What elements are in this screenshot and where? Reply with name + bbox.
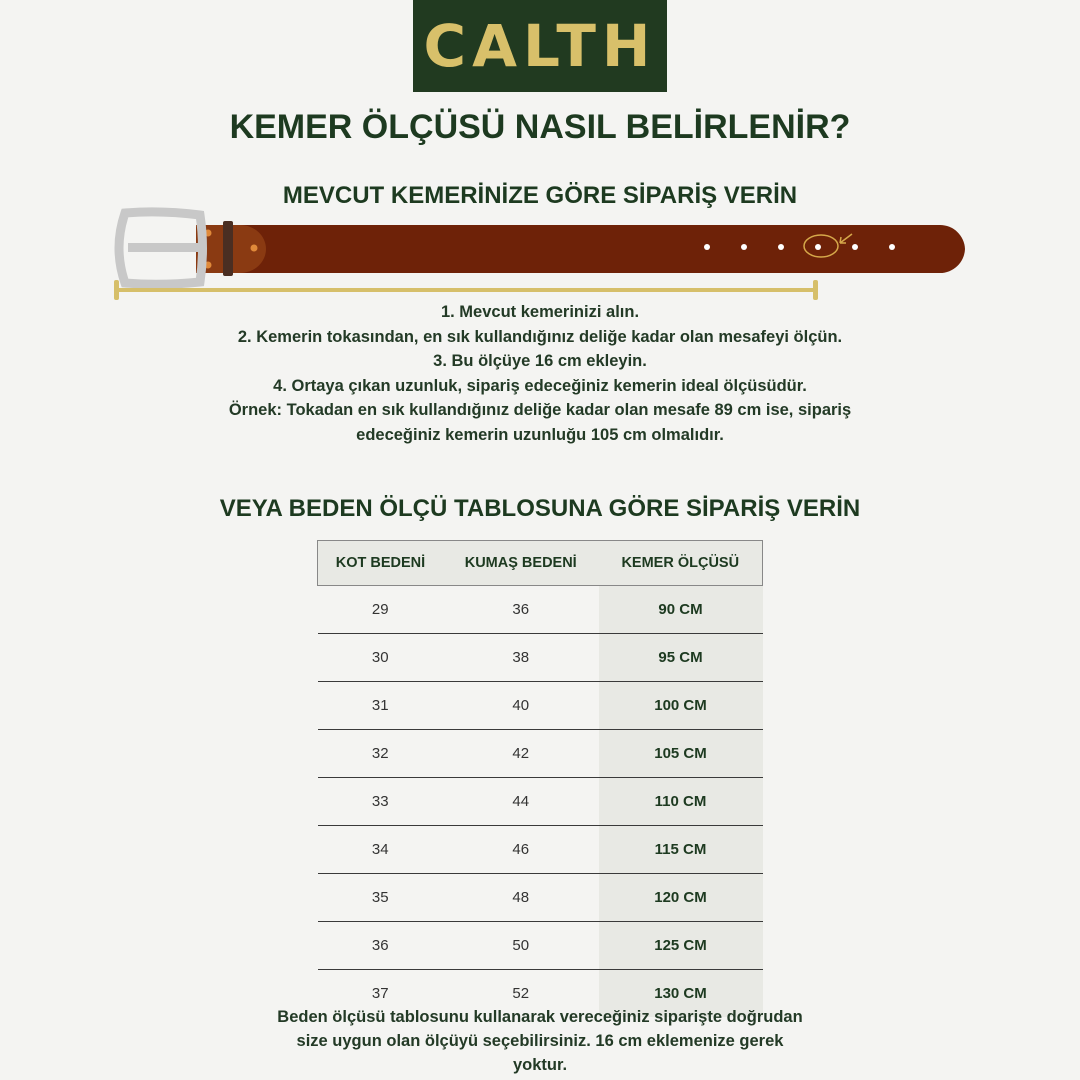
belt-size: 90 CM	[599, 586, 763, 634]
section-heading-existing-belt: MEVCUT KEMERİNİZE GÖRE SİPARİŞ VERİN	[282, 182, 798, 209]
step-3: 3. Bu ölçüye 16 cm ekleyin.	[433, 352, 647, 370]
jeans-size: 33	[318, 778, 443, 826]
belt-size: 125 CM	[599, 922, 763, 970]
column-header-belt-size: KEMER ÖLÇÜSÜ	[599, 541, 763, 586]
trouser-size: 46	[443, 826, 599, 874]
table-row	[318, 874, 763, 922]
trouser-size: 48	[443, 874, 599, 922]
table-row	[318, 826, 763, 874]
jeans-size: 32	[318, 730, 443, 778]
column-header-jeans-size: KOT BEDENİ	[318, 541, 443, 586]
note-line-3: yoktur.	[512, 1056, 568, 1074]
trouser-size: 40	[443, 682, 599, 730]
belt-size: 110 CM	[599, 778, 763, 826]
belt-size: 115 CM	[599, 826, 763, 874]
belt-size: 95 CM	[599, 634, 763, 682]
table-row	[318, 922, 763, 970]
jeans-size: 30	[318, 634, 443, 682]
column-header-trouser-size: KUMAŞ BEDENİ	[443, 541, 599, 586]
measurement-steps	[0, 300, 1080, 447]
section-heading-size-chart: VEYA BEDEN ÖLÇÜ TABLOSUNA GÖRE SİPARİŞ VERİN	[219, 495, 861, 522]
table-row	[318, 730, 763, 778]
table-row	[318, 778, 763, 826]
trouser-size: 44	[443, 778, 599, 826]
page-title: KEMER ÖLÇÜSÜ NASIL BELİRLENİR?	[229, 108, 851, 146]
belt-strap-icon	[196, 221, 965, 276]
jeans-size: 37	[371, 985, 389, 1002]
buckle-icon	[119, 212, 203, 284]
jeans-size: 35	[318, 874, 443, 922]
step-4: 4. Ortaya çıkan uzunluk, sipariş edeceğiniz kemerin ideal ölçüsüdür.	[273, 376, 807, 395]
table-row	[318, 634, 763, 682]
belt-illustration	[110, 205, 970, 300]
table-header-row	[318, 541, 763, 586]
table-row	[318, 682, 763, 730]
trouser-size: 36	[443, 586, 599, 634]
jeans-size: 34	[318, 826, 443, 874]
jeans-size: 29	[318, 586, 443, 634]
size-chart-note	[0, 1005, 1080, 1077]
note-line-1: Beden ölçüsü tablosunu kullanarak vereceğiniz siparişte doğrudan	[277, 1008, 803, 1026]
belt-size: 100 CM	[599, 682, 763, 730]
step-1: 1. Mevcut kemerinizi alın.	[440, 303, 640, 321]
size-chart-table	[317, 540, 763, 1017]
logo-text: CALTH	[423, 12, 657, 80]
jeans-size: 31	[318, 682, 443, 730]
trouser-size: 50	[443, 922, 599, 970]
jeans-size: 36	[318, 922, 443, 970]
trouser-size: 38	[443, 634, 599, 682]
example-line-2: edeceğiniz kemerin uzunluğu 105 cm olmalıdır.	[356, 425, 724, 444]
trouser-size: 42	[443, 730, 599, 778]
trouser-size: 52	[512, 985, 530, 1002]
table-row	[318, 586, 763, 634]
belt-size: 120 CM	[599, 874, 763, 922]
note-line-2: size uygun olan ölçüyü seçebilirsiniz. 16 cm eklemenize gerek	[296, 1032, 784, 1050]
measure-ruler-icon	[114, 280, 818, 300]
step-2: 2. Kemerin tokasından, en sık kullandığınız deliğe kadar olan mesafeyi ölçün.	[237, 327, 843, 346]
belt-size: 105 CM	[599, 730, 763, 778]
example-line-1: Örnek: Tokadan en sık kullandığınız deliğe kadar olan mesafe 89 cm ise, sipariş	[228, 401, 852, 419]
brand-logo	[413, 0, 667, 92]
belt-size: 130 CM	[599, 970, 763, 1018]
